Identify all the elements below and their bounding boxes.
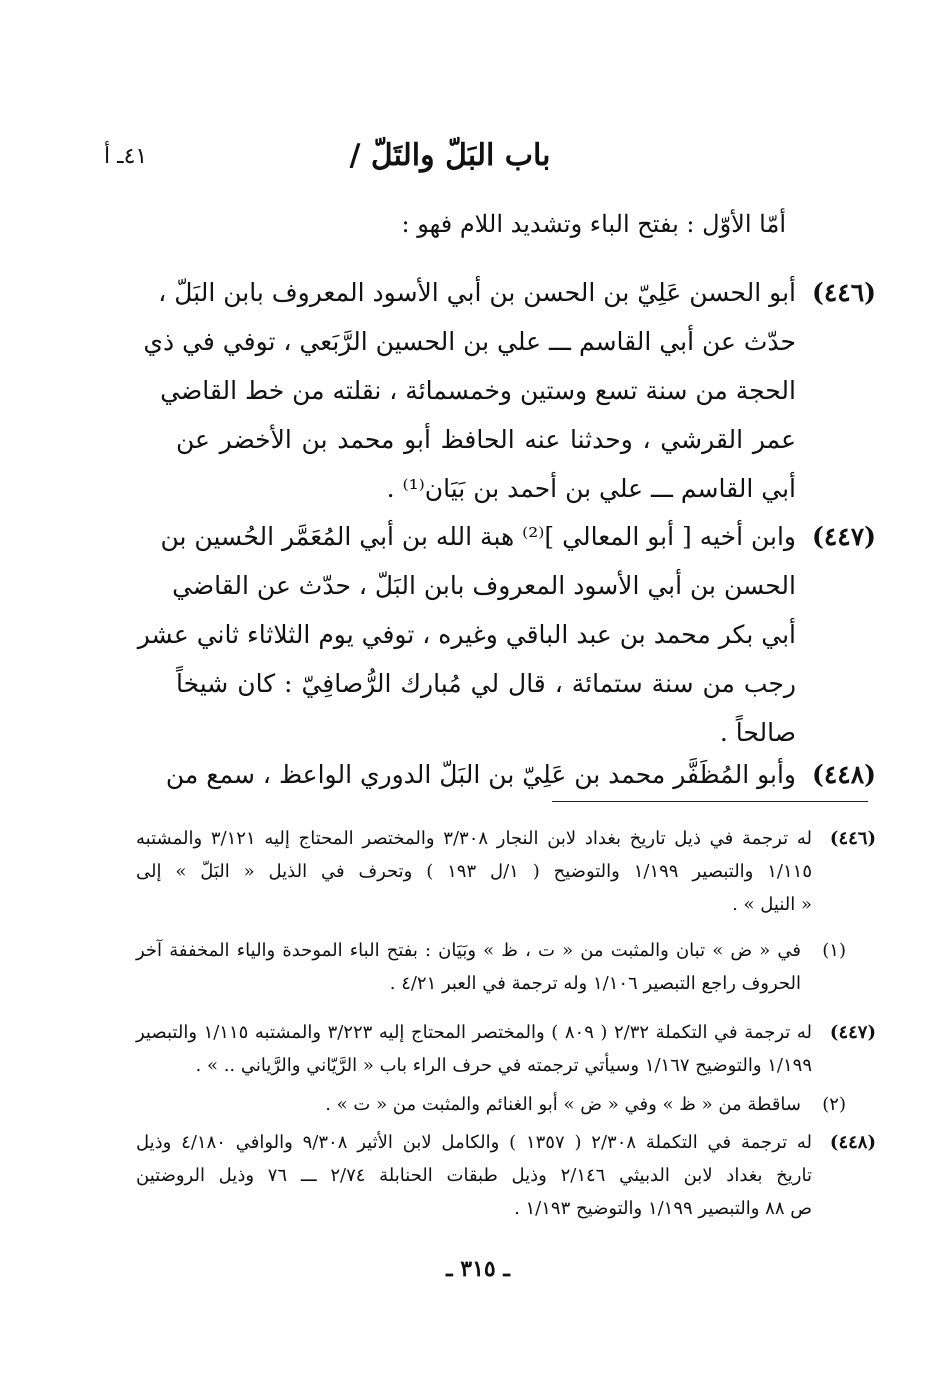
footnote-line: ١/١٩٩ والتوضيح ١/١٦٧ وسيأتي ترجمته في حرف الراء باب « الرَّيّاني والرَّياني .. » . <box>195 1055 812 1076</box>
footnote-line: ١/١١٥ والتبصير ١/١٩٩ والتوضيح ( ١/ل ١٩٣ ) وتحرف في الذيل « البَلّ » إلى <box>136 861 812 882</box>
footnote-line: تاريخ بغداد لابن الدبيثي ٢/١٤٦ وذيل طبقات الحنابلة ٢/٧٤ ـــ ٧٦ وذيل الروضتين <box>136 1165 812 1186</box>
footnote <box>136 822 876 921</box>
entry-line: صالحاً . <box>719 718 796 747</box>
footnote-number: (٤٤٧) <box>829 1022 876 1043</box>
footnote-line: ص ٨٨ والتبصير ١/١٩٩ والتوضيح ١/١٩٣ . <box>514 1198 812 1219</box>
entry-line: وأبو المُظَفَّر محمد بن عَلِيّ بن البَلّ الدوري الواعظ ، سمع من <box>165 760 796 789</box>
entry-line: حدّث عن أبي القاسم ـــ علي بن الحسين الرَّبَعي ، توفي في ذي <box>143 327 796 356</box>
entry-line: عمر القرشي ، وحدثنا عنه الحافظ أبو محمد بن الأخضر عن <box>176 425 796 454</box>
footnote-line: له ترجمة في ذيل تاريخ بغداد لابن النجار ٣/٣٠٨ والمختصر المحتاج إليه ٣/١٢١ والمشتبه <box>136 828 812 849</box>
entry-line: الحجة من سنة تسع وستين وخمسمائة ، نقلته من خط القاضي <box>160 376 796 405</box>
entry-line: أبي بكر محمد بن عبد الباقي وغيره ، توفي يوم الثلاثاء ثاني عشر <box>137 620 796 649</box>
page-number: ـ ٣١٥ ـ <box>446 1256 510 1282</box>
footnote-line: له ترجمة في التكملة ٢/٣٢ ( ٨٠٩ ) والمختصر المحتاج إليه ٣/٢٢٣ والمشتبه ١/١١٥ والتبصير <box>136 1022 812 1043</box>
entry-number: (٤٤٦) <box>812 278 876 307</box>
chapter-title: باب البَلّ والتَلّ / <box>349 138 551 173</box>
intro-line: أمّا الأوّل : بفتح الباء وتشديد اللام فهو : <box>401 210 786 238</box>
footnote-line: له ترجمة في التكملة ٢/٣٠٨ ( ١٣٥٧ ) والكامل لابن الأثير ٩/٣٠٨ والوافي ٤/١٨٠ وذيل <box>136 1132 813 1153</box>
entry-line: وابن أخيه [ أبو المعالي ]⁽²⁾ هبة الله بن أبي المُعَمَّر الحُسين بن <box>160 522 796 551</box>
footnote <box>136 1126 876 1225</box>
footnote-line: ساقطة من « ظ » وفي « ض » أبو الغنائم والمثبت من « ت » . <box>325 1094 801 1115</box>
entry-number: (٤٤٨) <box>812 760 876 789</box>
footnote-number: (١) <box>822 940 846 961</box>
entry-line: أبي القاسم ـــ علي بن أحمد بن بَيَان⁽¹⁾ . <box>386 474 796 503</box>
footnote-line: الحروف راجع التبصير ١/١٠٦ وله ترجمة في العبر ٤/٢١ . <box>389 973 801 994</box>
entry-number: (٤٤٧) <box>812 522 876 551</box>
footnote-divider <box>552 801 868 802</box>
folio-marker: ٤١ـ أ <box>104 144 148 169</box>
entry-line: رجب من سنة ستمائة ، قال لي مُبارك الرُّصافِيّ : كان شيخاً <box>176 669 796 698</box>
entry <box>165 750 876 799</box>
footnote-number: (٢) <box>822 1094 846 1115</box>
entry-line: الحسن بن أبي الأسود المعروف بابن البَلّ ، حدّث عن القاضي <box>172 571 796 600</box>
footnote <box>136 1016 876 1082</box>
footnote-number: (٤٤٨) <box>829 1132 876 1153</box>
footnote-line: « النيل » . <box>732 894 812 915</box>
entry <box>143 268 876 513</box>
entry-line: أبو الحسن عَلِيّ بن الحسن بن أبي الأسود المعروف بابن البَلّ ، <box>158 278 796 307</box>
footnote <box>136 1088 876 1121</box>
footnote <box>136 934 876 1000</box>
entry <box>137 512 876 757</box>
footnote-number: (٤٤٦) <box>829 828 876 849</box>
footnote-line: في « ض » تبان والمثبت من « ت ، ظ » وبَيَان : بفتح الباء الموحدة والياء المخففة آخر <box>136 940 801 961</box>
